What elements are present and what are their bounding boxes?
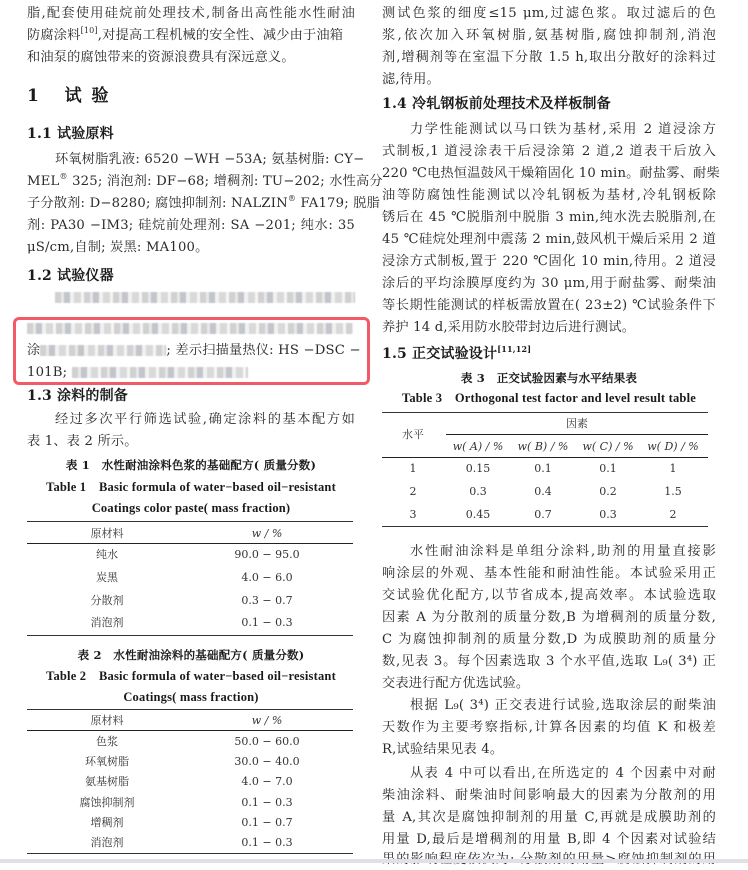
table1-cell: 4.0 − 6.0: [241, 571, 293, 584]
table3-caption-en: Table 3 Orthogonal test factor and level result table: [401, 391, 697, 405]
table2-cell: 0.1 − 0.3: [241, 836, 293, 849]
p2-line-2: 天数作为主要考察指标,计算各因素的均值 K 和极差: [382, 720, 716, 735]
section-title: 试验仪器: [57, 268, 114, 284]
registered-mark: ®: [59, 172, 68, 181]
table2-caption-cn: 表 2 水性耐油涂料的基础配方( 质量分数): [77, 648, 305, 662]
table3-cell: 1.5: [664, 485, 682, 498]
table3-group-rule: [446, 434, 708, 435]
table1-cell: 90.0 − 95.0: [234, 548, 300, 561]
section-title: 试 验: [64, 86, 111, 106]
table2-cell: 腐蚀抑制剂: [79, 796, 135, 809]
p1-line-4: 因素 A 为分散剂的质量分数,B 为增稠剂的质量分数,: [382, 610, 716, 625]
text-span: ; 差示扫描量热仪: HS −DSC −: [166, 343, 361, 358]
text-span: 涂: [27, 343, 41, 358]
text-span: 101B;: [27, 365, 72, 380]
table3-caption-cn: 表 3 正交试验因素与水平结果表: [460, 371, 638, 385]
redacted-text: [55, 292, 355, 303]
table2-header-rule: [27, 730, 353, 731]
table3-cell: 3: [409, 508, 417, 521]
table3-header-c: w( C) / %: [582, 440, 634, 453]
table3-cell: 2: [409, 485, 417, 498]
table3-row-header: 水平: [402, 428, 424, 441]
table1-header-material: 原材料: [90, 527, 124, 540]
table1-caption-cn: 表 1 水性耐油涂料色浆的基础配方( 质量分数): [65, 458, 317, 472]
table1-caption-en-2: Coatings color paste( mass fraction): [91, 501, 291, 515]
table3-top-rule: [382, 412, 708, 413]
s14-line-4: 油等防腐蚀性能测试以冷轧钢板为基材,冷轧钢板除: [382, 188, 716, 203]
s14-line-2: 式制板,1 道浸涂表干后浸涂第 2 道,2 道表干后放入: [382, 144, 716, 159]
s14-line-5: 锈后在 45 ℃脱脂剂中脱脂 3 min,纯水洗去脱脂剂,在: [382, 210, 716, 225]
viewer-bottom-edge: [0, 859, 748, 863]
section-number: 1.2: [27, 268, 52, 284]
section-1-1-heading: [27, 124, 114, 144]
registered-mark: ®: [287, 194, 297, 203]
prep-line-1: 经过多次平行筛选试验,确定涂料的基本配方如: [55, 412, 355, 427]
table2-header-material: 原材料: [90, 714, 124, 727]
section-number: 1.4: [382, 96, 407, 112]
table3-cell: 0.4: [534, 485, 552, 498]
materials-line-2: [27, 172, 383, 192]
section-1-4-heading: [382, 94, 611, 114]
table1-cell: 0.1 − 0.3: [241, 616, 293, 629]
intro-line-1: 脂,配套使用硅烷前处理技术,制备出高性能水性耐油: [27, 6, 355, 21]
table3-group-header: 因素: [566, 417, 588, 430]
p2-line-3: R,试验结果见表 4。: [382, 742, 504, 757]
right-top-line-2: 浆,依次加入环氧树脂,氨基树脂,腐蚀抑制剂,消泡: [382, 28, 716, 43]
p1-line-2: 响涂层的外观、基本性能和耐油性能。本试验采用正: [382, 566, 716, 581]
table3-bottom-rule: [382, 526, 708, 527]
table1-bottom-rule: [27, 635, 353, 636]
materials-line-5: μS/cm,自制; 炭黑: MA100。: [27, 240, 209, 255]
text-span: 325; 消泡剂: DF−68; 增稠剂: TU−202; 水性高分: [67, 174, 383, 189]
table3-cell: 2: [669, 508, 677, 521]
table3-cell: 0.2: [599, 485, 617, 498]
section-number: 1: [27, 86, 41, 106]
table2-cell: 30.0 − 40.0: [234, 755, 300, 768]
s14-line-3: 220 ℃电热恒温鼓风干燥箱固化 10 min。耐盐雾、耐柴: [382, 166, 720, 181]
citation-ref-11-12[interactable]: [11,12]: [497, 344, 532, 354]
table2-cell: 消泡剂: [90, 836, 124, 849]
table2-cell: 0.1 − 0.3: [241, 796, 293, 809]
intro-line-2-head: 防腐涂料: [27, 28, 81, 43]
section-1-2-heading: [27, 266, 114, 286]
redacted-line-1: [55, 288, 355, 308]
table2-cell: 0.1 − 0.7: [241, 816, 293, 829]
table3-cell: 1: [669, 462, 677, 475]
p1-line-3: 交试验优化配方,以节省成本,提高效率。本试验选取: [382, 588, 716, 603]
table3-cell: 0.7: [534, 508, 552, 521]
section-title: 试验原料: [57, 126, 114, 142]
p1-line-1: 水性耐油涂料是单组分涂料,助剂的用量直接影: [410, 544, 716, 559]
p3-line-4: 用量 D,最后是增稠剂的用量 B,即 4 个因素对试验结: [382, 832, 716, 847]
table2-cell: 氨基树脂: [85, 775, 129, 788]
section-number: 1.3: [27, 388, 52, 404]
table1-header-w: w / %: [251, 527, 283, 540]
table2-cell: 4.0 − 7.0: [241, 775, 293, 788]
table3-header-a: w( A) / %: [452, 440, 504, 453]
section-1-5-heading: [382, 344, 531, 364]
section-1-heading: [27, 84, 111, 108]
table1-cell: 分散剂: [90, 594, 124, 607]
right-top-line-3: 剂,增稠剂等在室温下分散 1.5 h,取出分散好的涂料过: [382, 50, 716, 65]
s14-line-7: 浸涂方式制板,置于 220 ℃固化 10 min,待用。2 道浸: [382, 254, 716, 269]
table2-caption-en-1: Table 2 Basic formula of water−based oil−resistant: [46, 669, 336, 683]
table2-caption-en-2: Coatings( mass fraction): [123, 690, 259, 704]
section-title: 正交试验设计: [412, 346, 498, 362]
table2-top-rule: [27, 709, 353, 710]
materials-line-1: 环氧树脂乳液: 6520 −WH −53A; 氨基树脂: CY−: [55, 152, 365, 167]
right-top-line-1: 测试色浆的细度≤15 μm,过滤色浆。取过滤后的色: [382, 6, 716, 21]
table2-header-w: w / %: [251, 714, 283, 727]
p3-line-3: 量 A,其次是腐蚀抑制剂的用量 C,再就是成膜助剂的: [382, 810, 716, 825]
table1-header-rule: [27, 543, 353, 544]
s14-line-9: 等长期性能测试的样板需放置在( 23±2) ℃试验条件下: [382, 298, 716, 313]
p3-line-1: 从表 4 中可以看出,在所选定的 4 个因素中对耐: [410, 766, 716, 781]
intro-line-3: 和油泵的腐蚀带来的资源浪费具有深远意义。: [27, 50, 295, 65]
table3-cell: 0.15: [465, 462, 491, 475]
highlight-annotation-box: [13, 317, 370, 385]
table2-cell: 增稠剂: [90, 816, 124, 829]
p1-line-6: 数,见表 3。每个因素选取 3 个水平值,选取 L₉( 3⁴) 正: [382, 654, 716, 669]
table1-top-rule: [27, 521, 353, 522]
table3-cell: 0.45: [465, 508, 491, 521]
table1-cell: 炭黑: [96, 571, 118, 584]
table1-cell: 纯水: [96, 548, 118, 561]
p2-line-1: 根据 L₉( 3⁴) 正交表进行试验,选取涂层的耐柴油: [410, 698, 716, 713]
section-title: 冷轧钢板前处理技术及样板制备: [412, 96, 611, 112]
table3-cell: 0.1: [534, 462, 552, 475]
section-number: 1.5: [382, 346, 407, 362]
p3-line-2: 柴油涂料、耐柴油时间影响最大的因素为分散剂的用: [382, 788, 716, 803]
s14-line-8: 涂后的平均涂膜厚度约为 30 μm,用于耐盐雾、耐柴油: [382, 276, 716, 291]
table3-header-d: w( D) / %: [647, 440, 699, 453]
citation-ref-10[interactable]: [10]: [80, 26, 98, 35]
text-span: 子分散剂: D−8280; 腐蚀抑制剂: NALZIN: [27, 196, 288, 211]
p1-line-7: 交表进行配方优选试验。: [382, 676, 530, 691]
section-title: 涂料的制备: [57, 388, 128, 404]
prep-line-2: 表 1、表 2 所示。: [27, 434, 138, 449]
table1-cell: 0.3 − 0.7: [241, 594, 293, 607]
table3-cell: 1: [409, 462, 417, 475]
table1-cell: 消泡剂: [90, 616, 124, 629]
table2-cell: 环氧树脂: [85, 755, 129, 768]
table1-caption-en-1: Table 1 Basic formula of water−based oil−resistant: [46, 480, 336, 494]
table2-cell: 色浆: [96, 735, 118, 748]
table3-header-rule: [382, 457, 708, 458]
s14-line-10: 养护 14 d,采用防水胶带封边后进行测试。: [382, 320, 636, 335]
table3-cell: 0.3: [599, 508, 617, 521]
text-span: FA179; 脱脂: [296, 196, 381, 211]
s14-line-1: 力学性能测试以马口铁为基材,采用 2 道浸涂方: [410, 122, 716, 137]
table2-cell: 50.0 − 60.0: [234, 735, 300, 748]
table3-header-b: w( B) / %: [517, 440, 569, 453]
text-span: MEL: [27, 174, 60, 189]
section-1-3-heading: [27, 386, 128, 406]
materials-line-4: 剂: PA30 −IM3; 硅烷前处理剂: SA −201; 纯水: 35: [27, 218, 355, 233]
section-number: 1.1: [27, 126, 52, 142]
materials-line-3: [27, 194, 380, 214]
table3-cell: 0.1: [599, 462, 617, 475]
s14-line-6: 45 ℃硅烷处理剂中震荡 2 min,鼓风机干燥后采用 2 道: [382, 232, 716, 247]
table2-bottom-rule: [27, 853, 353, 854]
intro-line-2: [27, 26, 343, 46]
table3-cell: 0.3: [469, 485, 487, 498]
p1-line-5: C 为腐蚀抑制剂的质量分数,D 为成膜助剂的质量分: [382, 632, 716, 647]
intro-line-2-tail: ,对提高工程机械的安全性、减少由于油箱: [97, 28, 344, 43]
right-top-line-4: 滤,待用。: [382, 72, 440, 87]
